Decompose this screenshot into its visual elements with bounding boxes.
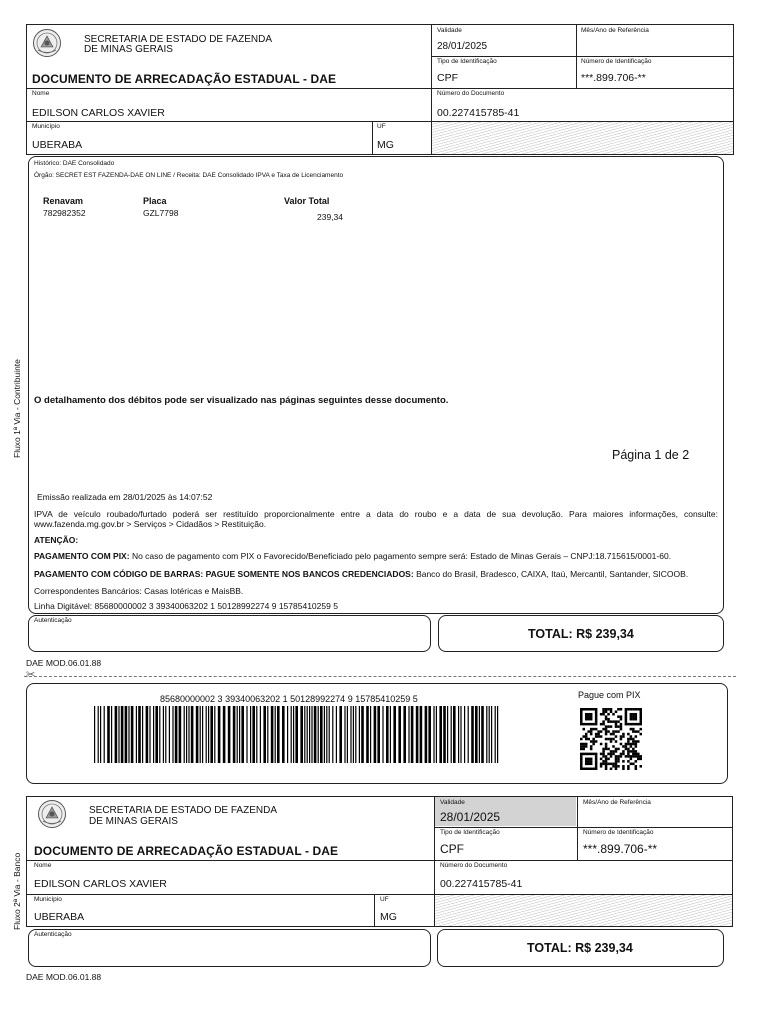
correspondentes: Correspondentes Bancários: Casas lotéricas e MaisBB.	[34, 586, 244, 596]
footer-code: DAE MOD.06.01.88	[26, 658, 102, 668]
validade-label: Validade	[437, 27, 462, 34]
pix-note	[34, 551, 671, 561]
municipio-value: UBERABA	[32, 139, 83, 151]
mes-ano-label: Mês/Ano de Referência	[581, 27, 649, 34]
via1-side-label: Fluxo 1ª Via - Contribuinte	[12, 359, 22, 458]
org2-line-1: SECRETARIA DE ESTADO DE FAZENDA	[89, 805, 277, 816]
nome-label: Nome	[32, 90, 50, 97]
barras-note-label: PAGAMENTO COM CÓDIGO DE BARRAS: PAGUE SOMENTE NOS BANCOS CREDENCIADOS:	[34, 569, 414, 579]
footer2-code: DAE MOD.06.01.88	[26, 972, 102, 982]
num-id-label: Número de Identificação	[581, 58, 652, 65]
nome-value: EDILSON CARLOS XAVIER	[32, 107, 165, 119]
barcode-number: 85680000002 3 39340063202 1 50128992274 9 15785410259 5	[160, 694, 418, 704]
hatched-area	[432, 122, 733, 154]
historico: Histórico: DAE Consolidado	[34, 160, 115, 167]
row-placa: GZL7798	[143, 208, 179, 218]
linha-digitavel: Linha Digitável: 85680000002 3 39340063202 1 50128992274 9 15785410259 5	[34, 601, 338, 611]
pix-note-text: No caso de pagamento com PIX o Favorecido/Beneficiado pelo pagamento sempre será: Estado de Minas Gerais – CNPJ:18.715615/0001-60.	[131, 551, 672, 561]
num-id-value: ***.899.706-**	[581, 72, 646, 84]
org-line-1: SECRETARIA DE ESTADO DE FAZENDA	[84, 34, 272, 45]
autenticacao2-label: Autenticação	[34, 931, 72, 938]
municipio2-label: Município	[34, 896, 62, 903]
barras-note	[34, 569, 688, 579]
num-doc2-value: 00.227415785-41	[440, 878, 523, 890]
total2-value: TOTAL: R$ 239,34	[527, 941, 633, 955]
mes-ano2-label: Mês/Ano de Referência	[583, 799, 651, 806]
doc-title: DOCUMENTO DE ARRECADAÇÃO ESTADUAL - DAE	[32, 72, 337, 86]
municipio-label: Município	[32, 123, 60, 130]
uf-label: UF	[377, 123, 386, 130]
row-renavam: 782982352	[43, 208, 86, 218]
validade2-value: 28/01/2025	[440, 810, 501, 824]
col-valor-total: Valor Total	[284, 196, 330, 206]
tipo-id2-value: CPF	[440, 842, 464, 856]
org2-line-2: DE MINAS GERAIS	[89, 816, 178, 827]
num-doc-label: Número do Documento	[437, 90, 505, 97]
via2-side-label: Fluxo 2ª Via - Banco	[12, 852, 22, 930]
scissors-icon: ✂	[26, 669, 36, 681]
atencao-label: ATENÇÃO:	[34, 535, 79, 545]
barras-note-text: Banco do Brasil, Bradesco, CAIXA, Itaú, Mercantil, Santander, SICOOB.	[416, 569, 689, 579]
details-box	[28, 156, 724, 614]
num-doc2-label: Número do Documento	[440, 862, 508, 869]
pix-qr-code-icon	[580, 708, 642, 770]
uf2-label: UF	[380, 896, 389, 903]
autenticacao-box	[28, 615, 431, 652]
validade-value: 28/01/2025	[437, 41, 488, 52]
tipo-id-value: CPF	[437, 72, 458, 84]
emissao: Emissão realizada em 28/01/2025 às 14:07:52	[37, 492, 213, 502]
row-valor: 239,34	[317, 212, 343, 222]
doc2-title: DOCUMENTO DE ARRECADAÇÃO ESTADUAL - DAE	[34, 844, 339, 858]
num-id2-value: ***.899.706-**	[583, 842, 658, 856]
ipva-note: IPVA de veículo roubado/furtado poderá ser restituído proporcionalmente entre a data do roubo e a data de sua devolução. Para maiores informações, consulte: www.fazenda.mg.gov.br > Serviços > Cidadãos > Restituição.	[34, 509, 718, 529]
pix-note-label: PAGAMENTO COM PIX:	[34, 551, 130, 561]
autenticacao2-box	[28, 929, 431, 967]
minas-gerais-seal-icon	[37, 799, 67, 829]
num-id2-label: Número de Identificação	[583, 829, 654, 836]
org-line-2: DE MINAS GERAIS	[84, 44, 173, 55]
orgao: Órgão: SECRET EST FAZENDA-DAE ON LINE / Receita: DAE Consolidado IPVA e Taxa de Licenciamento	[34, 172, 344, 179]
col-placa: Placa	[143, 196, 167, 206]
nome2-value: EDILSON CARLOS XAVIER	[34, 878, 167, 890]
municipio2-value: UBERABA	[34, 911, 85, 923]
validade2-label: Validade	[440, 799, 465, 806]
tipo-id-label: Tipo de Identificação	[437, 58, 497, 65]
tipo-id2-label: Tipo de Identificação	[440, 829, 500, 836]
barcode-graphic	[94, 706, 502, 763]
nome2-label: Nome	[34, 862, 52, 869]
uf-value: MG	[377, 139, 394, 151]
page-indicator: Página 1 de 2	[612, 448, 690, 462]
cut-line	[24, 676, 736, 677]
num-doc-value: 00.227415785-41	[437, 107, 520, 119]
total-value: TOTAL: R$ 239,34	[528, 627, 634, 641]
minas-gerais-seal-icon	[32, 28, 62, 58]
detalhamento-note: O detalhamento dos débitos pode ser visualizado nas páginas seguintes desse documento.	[34, 395, 449, 406]
hatched-area-2	[435, 895, 732, 926]
col-renavam: Renavam	[43, 196, 84, 206]
uf2-value: MG	[380, 911, 397, 923]
pix-qr-label: Pague com PIX	[578, 690, 641, 700]
autenticacao-label: Autenticação	[34, 617, 72, 624]
